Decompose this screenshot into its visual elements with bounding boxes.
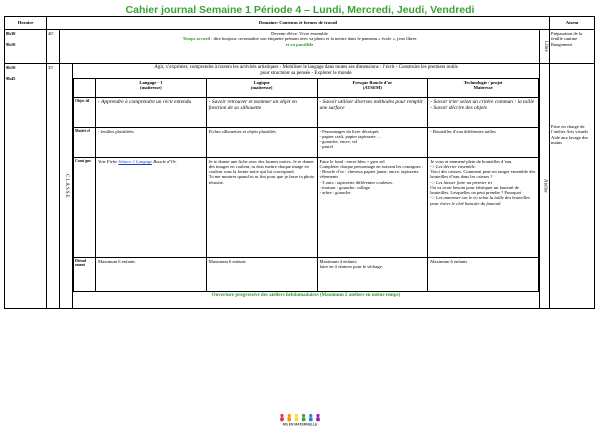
side-atelier: Atelier [540,64,550,309]
ateliers-content [73,64,540,309]
cell: Maximum 6 enfants [428,257,539,291]
label-consigne: Consi gne [74,157,96,257]
label-materiel: Matéri el [74,127,96,157]
row-ateliers [5,64,595,309]
accueil-text: : dire bonjour, reconnaître son étiquette prénom avec sa photo et la mettre dans le panneau « école », jeux libres [210,36,417,42]
ateliers-footer: Ouverture progressive des ateliers hebdomadaires (Maximum 2 ateliers en même temps) [211,292,401,298]
time-start: 8h30 [6,31,16,36]
parallel-note: et en parallèle [285,41,314,47]
cell: Je te donne une fiche avec des formes noires. Je te donne des images en couleur, tu dois mettre chaque image en couleur sous la forme noire qui lui correspond. Tu me montres quand tu as fini pour que je fasse ta photo réussite. [206,157,317,257]
time-start: 9h10 [6,65,16,70]
row-objectif [74,97,539,127]
col-fresque: Fresque Boucle d’or (ATSEM) [317,78,428,97]
classe-label: CLASSE [60,64,73,309]
logo-figure-body [295,417,299,421]
cell: - Savoir retrouver et nommer un objet en fonction de sa silhouette [206,97,317,127]
accueil-domain: Devenir élève: Vivre ensemble [271,31,328,36]
cell: - feuilles plastifiées [96,127,207,157]
label-deroulement: Déroul ement [74,257,96,291]
ateliers-table [73,78,539,292]
domain-line-1: Agir, s’exprimer, comprendre à travers les activités artistiques - Mobiliser le langage dans toutes ses dimensions : l’écrit - Construire les premiers outils [154,65,458,70]
cell: - Personnages du livre découpés - papier craft, papier tapisserie … - gouache, encre, sel - pastel [317,127,428,157]
cell: - Bouteilles d’eau différentes tailles [428,127,539,157]
header-row [5,17,595,30]
logo-figure-head [316,414,319,417]
row-materiel [74,127,539,157]
col-langage: Langage - 1 (maitresse) [96,78,207,97]
consigne-text: Je vous ai emmené plein de bouteilles d’eau. [430,158,513,164]
seance-link[interactable]: Séance 1 Langage [118,158,153,164]
accueil-content [60,30,540,64]
consigne-text: On va avoir besoin pour fabriquer un fauteuil de bouteilles. Lesquelles on peut prendre ? Pourquoi [430,184,522,196]
logo-figure-head [280,414,283,417]
header-domaine: Domaine: Contenus et formes de travail [47,17,550,30]
atsem-accueil: Préparation de la feuille cantine Rangement [550,30,595,64]
time-end: 9h45 [6,76,16,82]
header-atsem: Atsem [550,17,595,30]
logo-figure-body [280,417,284,421]
row-consigne [74,157,539,257]
ateliers-domain [73,64,539,78]
logo-figure-head [302,414,305,417]
cell: Faire le fond : encre bleu + gros sel Compléter chaque personnage en suivant les consignes : - Boucle d’or : cheveux papier jaune, encre, tapisserie vêtements - 3 ours : tapisserie différentes couleurs. - maison : gouache, collage - arbre : gouache [317,157,428,257]
journal-table [4,16,595,309]
ateliers-header [74,78,539,97]
cell [96,157,207,257]
logo-figure-head [295,414,298,417]
logo-figure-body [302,417,306,421]
time-end: 9h10 [6,42,16,48]
logo-figure-head [288,414,291,417]
col-technologie: Technologie / projet Maitresse [428,78,539,97]
time-cell [5,64,47,309]
side-libre: Libre [540,30,550,64]
label-objectif: Objec tif [74,97,96,127]
consigne-text: Voici des caisses. Comment peut-on ranger ensemble des bouteilles d’eau dans les caisses ? [430,169,536,180]
consigne-text: -> Les amemner sur le tri selon la taille des bouteilles pour éviter le côté bancale du fauteuil. [430,195,531,206]
cell [428,157,539,257]
page-title: Cahier journal Semaine 1 Période 4 – Lundi, Mercredi, Jeudi, Vendredi [125,4,475,16]
cell: - Savoir utiliser diverses méthodes pour remplir une surface [317,97,428,127]
time-cell [5,30,47,64]
logo-figure-body [287,417,291,421]
row-accueil [5,30,595,64]
cell: Fiches silhouettes et objets plastifiés [206,127,317,157]
consigne-text: -> Les décrire ensemble. [430,163,477,169]
logo-text: MS EN MATERNELLE [282,422,318,427]
logo [268,413,332,427]
consigne-text: Boucle d’Or. [152,158,177,164]
cell: Maximum 6 enfants [96,257,207,291]
cell: Maximum 4 enfants faire en 4 séances pour le séchage. [317,257,428,291]
logo-figure-body [309,417,313,421]
logo-figure-head [309,414,312,417]
domain-line-2: pour structurer sa pensée - Explorer le monde [260,70,352,76]
duration: 35' [47,64,60,309]
consigne-text: -> Les laisser faire un premier tri [430,179,493,185]
cell: Maximum 6 enfants [206,257,317,291]
accueil-label: Temps accueil [182,36,211,42]
atsem-ateliers: Prise en charge de l’atelier Arts visuels Aide aux lavage des mains [550,64,595,309]
row-deroulement [74,257,539,291]
header-horaire: Horaire [5,17,47,30]
consigne-text: Voir Fiche [98,158,119,164]
logo-figure-body [316,417,320,421]
col-logique: Logique (maitresse) [206,78,317,97]
duration: 40' [47,30,60,64]
cell: - Savoir trier selon un critère commun : la taille - Savoir décrire des objets [428,97,539,127]
cell: - Apprendre à comprendre un récit entendu [96,97,207,127]
